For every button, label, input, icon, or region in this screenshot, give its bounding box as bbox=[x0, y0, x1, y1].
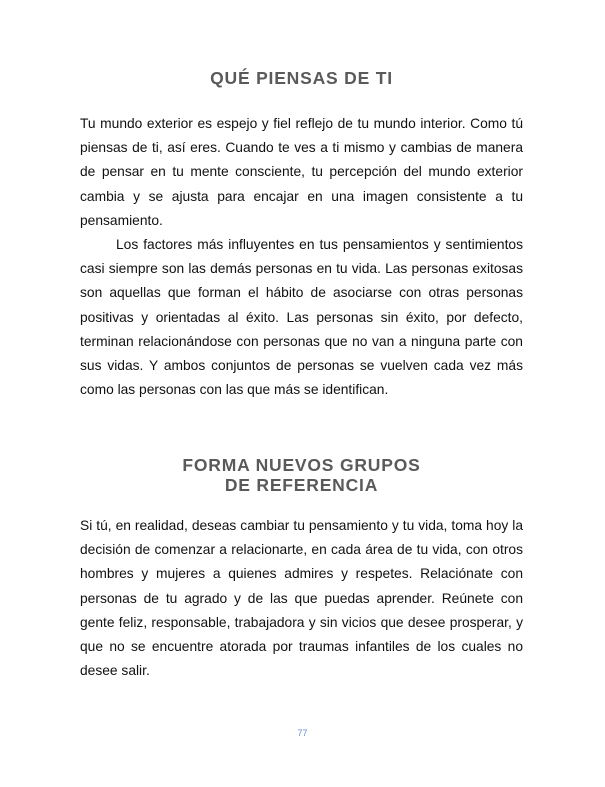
paragraph: Tu mundo exterior es espejo y fiel reflejo de tu mundo interior. Como tú piensas de ti, así eres. Cuando te ves a ti mismo y cambias de manera de pensar en tu mente consciente, tu percepción del mundo exterior cambia y se ajusta para encajar en una imagen consistente a tu pensamiento. bbox=[80, 116, 523, 228]
section-body-1 bbox=[80, 112, 523, 402]
paragraph: Los factores más influyentes en tus pensamientos y sentimientos casi siempre son las demás personas en tu vida. Las personas exitosas son aquellas que forman el hábito de asociarse con otras personas positivas y orientadas al éxito. Las personas sin éxito, por defecto, terminan relacionándose con personas que no van a ninguna parte con sus vidas. Y ambos conjuntos de personas se vuelven cada vez más como las personas con las que más se identifican. bbox=[80, 237, 523, 398]
heading-line: DE REFERENCIA bbox=[224, 475, 379, 495]
heading-line: FORMA NUEVOS GRUPOS bbox=[182, 455, 421, 475]
section-heading-forma-nuevos-grupos bbox=[80, 455, 523, 495]
page-number: 77 bbox=[297, 728, 308, 738]
section-body-2 bbox=[80, 514, 523, 683]
paragraph: Si tú, en realidad, deseas cambiar tu pensamiento y tu vida, toma hoy la decisión de comenzar a relacionarte, en cada área de tu vida, con otros hombres y mujeres a quienes admires y respetes. Relaciónate con personas de tu agrado y de las que puedas aprender. Reúnete con gente feliz, responsable, trabajadora y sin vicios que desee prosperar, y que no se encuentre atorada por traumas infantiles de los cuales no desee salir. bbox=[80, 518, 523, 679]
section-heading-que-piensas-de-ti: QUÉ PIENSAS DE TI bbox=[210, 68, 393, 88]
